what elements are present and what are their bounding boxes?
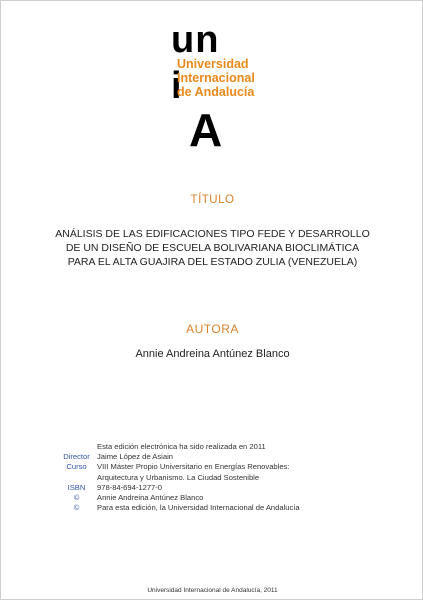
metadata-row: [56, 442, 300, 452]
document-title: [31, 227, 394, 269]
metadata-key: ©: [73, 503, 80, 513]
title-line: PARA EL ALTA GUAJIRA DEL ESTADO ZULIA (VENEZUELA): [67, 256, 358, 268]
metadata-value: Arquitectura y Urbanismo. La Ciudad Sostenible: [97, 472, 260, 482]
logo-name-line: Internacional: [177, 71, 255, 85]
metadata-row: [56, 462, 300, 472]
metadata-value: Esta edición electrónica ha sido realizada en 2011: [97, 442, 266, 451]
metadata-key: ©: [73, 493, 80, 503]
metadata-value: 978-84-694-1277-0: [97, 482, 163, 492]
metadata-key: Director: [63, 452, 90, 462]
logo-i: i: [171, 65, 182, 107]
logo-a: A: [189, 104, 223, 156]
author-name: Annie Andreina Antúnez Blanco: [135, 348, 290, 360]
metadata-row: [56, 493, 300, 503]
metadata-key: ISBN: [67, 482, 86, 492]
university-logo: [169, 19, 279, 156]
author-label: AUTORA: [186, 322, 239, 336]
page-footer: Universidad Internacional de Andalucía, 2011: [147, 587, 278, 594]
metadata-key: [56, 473, 97, 483]
title-label: TÍTULO: [190, 194, 235, 206]
metadata-row: [56, 452, 300, 462]
logo-un: un: [171, 19, 220, 61]
metadata-row: [56, 483, 300, 493]
logo-university-name: [177, 57, 277, 99]
logo-name-line: de Andalucía: [177, 85, 255, 99]
metadata-row: [56, 503, 300, 513]
metadata-key: Curso: [66, 462, 87, 472]
metadata-value: Para esta edición, la Universidad Internacional de Andalucía: [97, 503, 300, 513]
publication-metadata: [56, 442, 300, 513]
metadata-value: Annie Andreina Antúnez Blanco: [97, 493, 204, 503]
title-line: ANÁLISIS DE LAS EDIFICACIONES TIPO FEDE Y DESARROLLO: [55, 228, 370, 240]
logo-name-line: Universidad: [177, 57, 249, 71]
metadata-value: VIII Máster Propio Universitario en Energías Renovables:: [97, 462, 290, 472]
metadata-value: Jaime López de Asiain: [97, 452, 173, 462]
title-line: DE UN DISEÑO DE ESCUELA BOLIVARIANA BIOCLIMÁTICA: [65, 242, 360, 254]
metadata-key: [56, 442, 97, 452]
metadata-row: [56, 473, 300, 483]
